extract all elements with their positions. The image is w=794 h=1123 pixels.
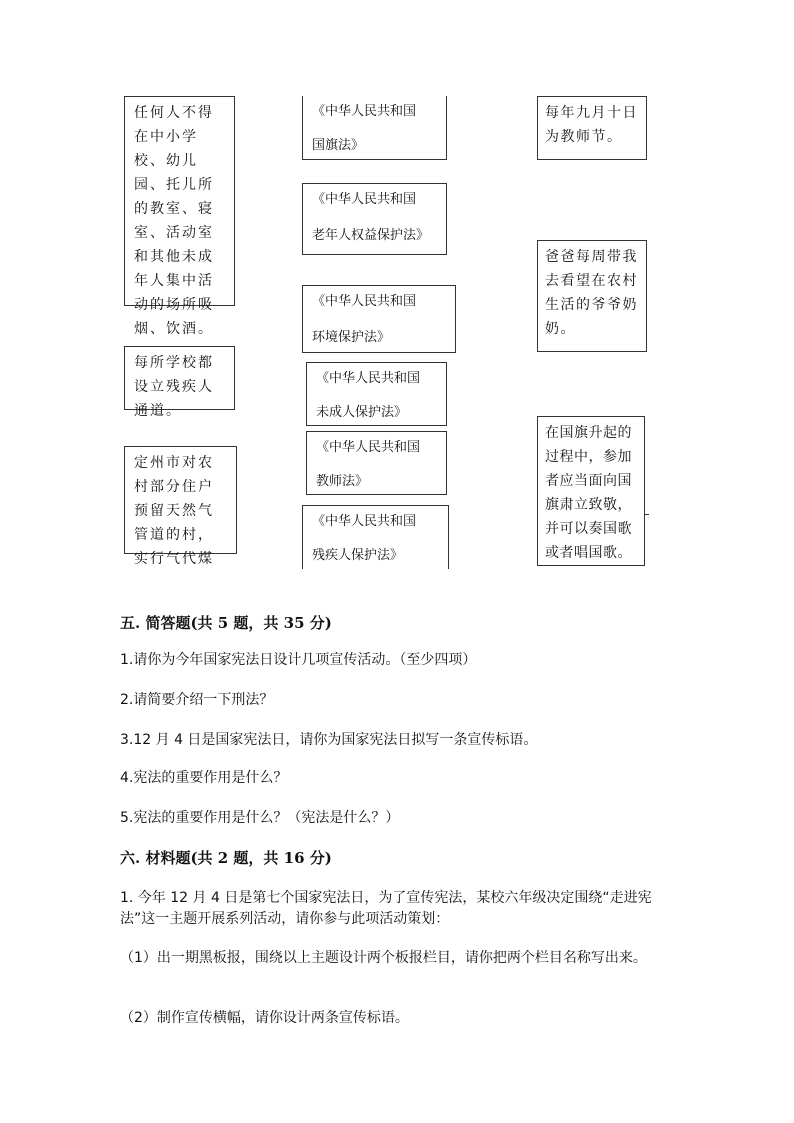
- section6-sub-1: （1）出一期黑板报，围绕以上主题设计两个板报栏目，请你把两个栏目名称写出来。: [120, 950, 647, 966]
- section5-question-2: 2.请简要介绍一下刑法？: [120, 692, 274, 708]
- law-box-environment: [302, 285, 456, 353]
- right-box-3: 在国旗升起的过程中，参加者应当面向国旗肃立致敬，并可以奏国歌或者唱国歌。: [537, 416, 645, 566]
- section6-sub-2: （2）制作宣传横幅，请你设计两条宣传标语。: [120, 1010, 409, 1026]
- left-box-1: 任何人不得在中小学校、幼儿园、托儿所的教室、寝室、活动室和其他未成年人集中活动的场所吸烟、饮酒。: [124, 96, 235, 306]
- law-box-disabled-line1: 《中华人民共和国: [312, 514, 417, 529]
- right-box-2: 爸爸每周带我去看望在农村生活的爷爷奶奶。: [537, 240, 647, 352]
- law-box-teachers-line2: 教师法》: [316, 474, 369, 489]
- law-box-flag-line2: 国旗法》: [312, 138, 365, 153]
- section6-title: 六. 材料题(共 2 题，共 16 分): [120, 849, 332, 867]
- section5-question-3: 3.12 月 4 日是国家宪法日，请你为国家宪法日拟写一条宣传标语。: [120, 732, 538, 748]
- box-tick-mark: [645, 514, 649, 515]
- law-box-disabled-line2: 残疾人保护法》: [312, 548, 404, 563]
- law-box-environment-line2: 环境保护法》: [312, 330, 391, 345]
- section5-question-4: 4.宪法的重要作用是什么？: [120, 770, 288, 786]
- section5-title: 五. 简答题(共 5 题，共 35 分): [120, 614, 332, 632]
- law-box-teachers-line1: 《中华人民共和国: [316, 440, 421, 455]
- law-box-minors-line2: 未成人保护法》: [316, 405, 408, 420]
- law-box-elderly-line2: 老年人权益保护法》: [312, 228, 430, 243]
- left-box-2: 每所学校都设立残疾人通道。: [124, 346, 235, 410]
- law-box-teachers: [306, 431, 447, 495]
- left-box-3: 定州市对农村部分住户预留天然气管道的村，实行气代煤: [124, 446, 237, 554]
- law-box-elderly: [302, 183, 447, 255]
- law-box-disabled: [302, 505, 449, 569]
- law-box-flag: [302, 96, 447, 160]
- section6-intro: 1. 今年 12 月 4 日是第七个国家宪法日，为了宣传宪法，某校六年级决定围绕“走进宪法”这一主题开展系列活动，请你参与此项活动策划：: [120, 890, 652, 927]
- right-box-1: 每年九月十日为教师节。: [537, 96, 647, 160]
- law-box-minors: [306, 362, 447, 426]
- section5-question-5: 5.宪法的重要作用是什么？（宪法是什么？）: [120, 810, 400, 826]
- section5-question-1: 1.请你为今年国家宪法日设计几项宣传活动。（至少四项）: [120, 652, 477, 668]
- law-box-elderly-line1: 《中华人民共和国: [312, 192, 417, 207]
- law-box-environment-line1: 《中华人民共和国: [312, 294, 417, 309]
- law-box-flag-line1: 《中华人民共和国: [312, 104, 417, 119]
- law-box-minors-line1: 《中华人民共和国: [316, 371, 421, 386]
